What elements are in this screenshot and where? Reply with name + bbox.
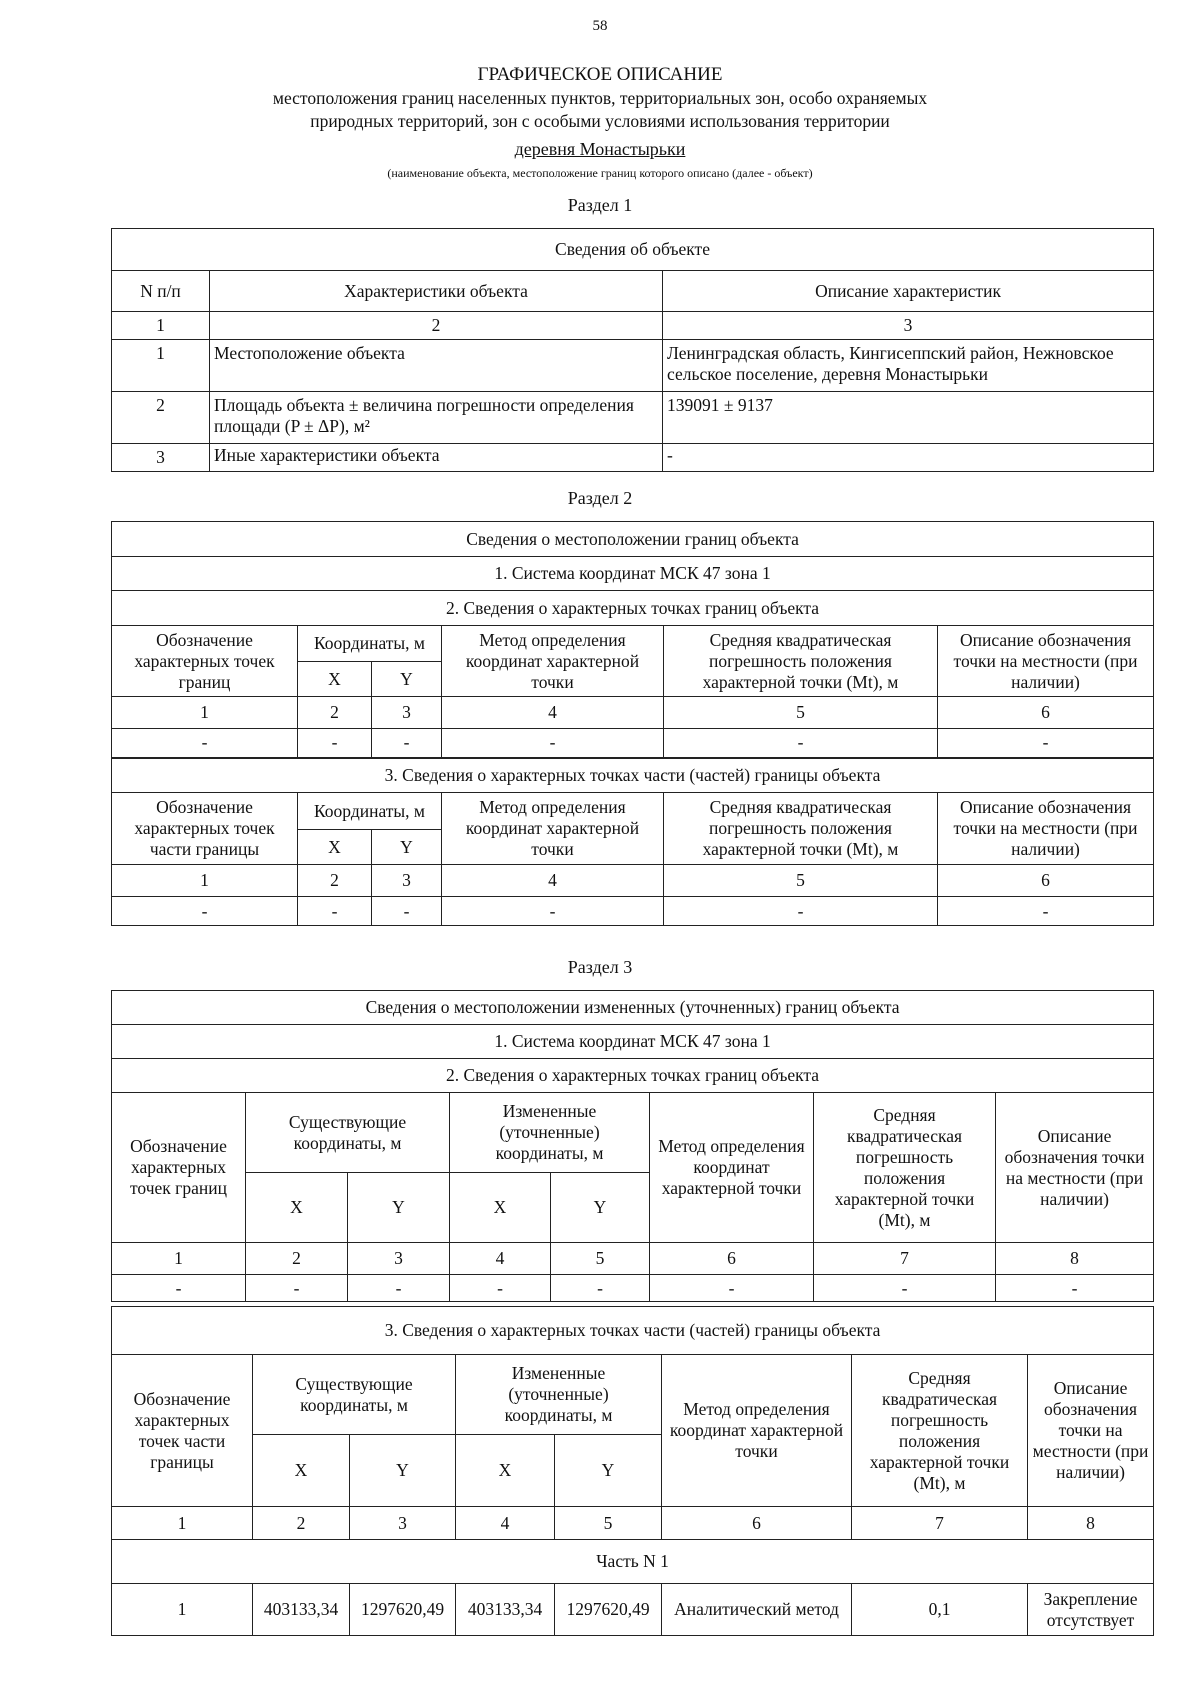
header-designation: Обозначение характерных точек границ	[112, 626, 298, 697]
col-header-n: N п/п	[112, 271, 210, 312]
table-row	[112, 392, 1154, 444]
header-method: Метод определения координат характерной точки	[650, 1093, 814, 1243]
cell-empty: -	[372, 729, 442, 758]
header-existing-coords: Существующие координаты, м	[253, 1355, 456, 1435]
table-row	[112, 897, 1154, 926]
col-number: 2	[246, 1243, 348, 1275]
header-x: X	[298, 830, 372, 865]
header-description: Описание обозначения точки на местности (при наличии)	[938, 793, 1154, 865]
subsection-title: 3. Сведения о характерных точках части (частей) границы объекта	[112, 758, 1154, 793]
table-row	[112, 1584, 1154, 1636]
cell-empty: -	[664, 897, 938, 926]
subsection-title: 2. Сведения о характерных точках границ объекта	[112, 591, 1154, 626]
row-number: 1	[112, 340, 210, 392]
cell-empty: -	[442, 729, 664, 758]
cell-empty: -	[112, 729, 298, 758]
part-label: Часть N 1	[112, 1540, 1154, 1584]
cell-empty: -	[112, 897, 298, 926]
cell-empty: -	[112, 1275, 246, 1302]
col-number: 6	[662, 1507, 852, 1540]
header-y: Y	[372, 662, 442, 697]
col-header-description: Описание характеристик	[663, 271, 1154, 312]
header-designation: Обозначение характерных точек границ	[112, 1093, 246, 1243]
header-method: Метод определения координат характерной точки	[442, 793, 664, 865]
table-row	[112, 444, 1154, 472]
table-row	[112, 1275, 1154, 1302]
header-description: Описание обозначения точки на местности (при наличии)	[1028, 1355, 1154, 1507]
col-number: 3	[663, 312, 1154, 340]
header-method: Метод определения координат характерной точки	[442, 626, 664, 697]
col-number: 6	[650, 1243, 814, 1275]
row-number: 3	[112, 444, 210, 472]
table-row	[112, 729, 1154, 758]
col-number: 2	[210, 312, 663, 340]
document-title: ГРАФИЧЕСКОЕ ОПИСАНИЕ	[477, 64, 723, 85]
cell-empty: -	[442, 897, 664, 926]
col-number: 1	[112, 1507, 253, 1540]
header-y: Y	[372, 830, 442, 865]
document-subtitle-line1: местоположения границ населенных пунктов, территориальных зон, особо охраняемых	[272, 88, 928, 108]
header-x: X	[450, 1173, 551, 1243]
section1-table-title: Сведения об объекте	[112, 229, 1154, 271]
row-characteristic: Местоположение объекта	[210, 340, 663, 392]
section2-table-title: Сведения о местоположении границ объекта	[112, 522, 1154, 557]
header-method: Метод определения координат характерной точки	[662, 1355, 852, 1507]
point-error: 0,1	[852, 1584, 1028, 1636]
col-number: 3	[372, 697, 442, 729]
cell-empty: -	[246, 1275, 348, 1302]
col-number: 8	[1028, 1507, 1154, 1540]
header-designation: Обозначение характерных точек части границы	[112, 1355, 253, 1507]
cell-empty: -	[650, 1275, 814, 1302]
header-description: Описание обозначения точки на местности (при наличии)	[938, 626, 1154, 697]
subsection-title: 2. Сведения о характерных точках границ объекта	[112, 1059, 1154, 1093]
point-designation: 1	[112, 1584, 253, 1636]
existing-x: 403133,34	[253, 1584, 350, 1636]
col-number: 3	[372, 865, 442, 897]
section2-table	[111, 521, 1154, 926]
col-number: 6	[938, 697, 1154, 729]
row-characteristic: Площадь объекта ± величина погрешности определения площади (P ± ΔP), м²	[210, 392, 663, 444]
header-designation: Обозначение характерных точек части границы	[112, 793, 298, 865]
col-number: 4	[456, 1507, 555, 1540]
col-number: 1	[112, 697, 298, 729]
header-y: Y	[348, 1173, 450, 1243]
header-coords: Координаты, м	[298, 793, 442, 830]
header-changed-coords: Измененные (уточненные) координаты, м	[456, 1355, 662, 1435]
object-name: деревня Монастырьки	[514, 139, 686, 159]
header-y: Y	[551, 1173, 650, 1243]
col-number: 2	[253, 1507, 350, 1540]
changed-x: 403133,34	[456, 1584, 555, 1636]
row-value: Ленинградская область, Кингисеппский район, Нежновское сельское поселение, деревня Монастырьки	[663, 340, 1154, 392]
changed-y: 1297620,49	[555, 1584, 662, 1636]
header-y: Y	[555, 1435, 662, 1507]
header-error: Средняя квадратическая погрешность положения характерной точки (Mt), м	[664, 626, 938, 697]
coordinate-system: 1. Система координат МСК 47 зона 1	[112, 1025, 1154, 1059]
header-x: X	[253, 1435, 350, 1507]
cell-empty: -	[450, 1275, 551, 1302]
col-number: 5	[555, 1507, 662, 1540]
cell-empty: -	[298, 729, 372, 758]
col-number: 7	[852, 1507, 1028, 1540]
row-value: -	[663, 444, 1154, 472]
cell-empty: -	[938, 729, 1154, 758]
section3-table	[111, 990, 1154, 1302]
cell-empty: -	[551, 1275, 650, 1302]
cell-empty: -	[348, 1275, 450, 1302]
header-existing-coords: Существующие координаты, м	[246, 1093, 450, 1173]
col-number: 8	[996, 1243, 1154, 1275]
section1-label: Раздел 1	[567, 195, 633, 215]
document-subtitle-line2: природных территорий, зон с особыми условиями использования территории	[310, 111, 890, 131]
section2-label: Раздел 2	[567, 488, 633, 508]
row-value: 139091 ± 9137	[663, 392, 1154, 444]
col-number: 5	[664, 865, 938, 897]
header-error: Средняя квадратическая погрешность положения характерной точки (Mt), м	[852, 1355, 1028, 1507]
section3-parts-table	[111, 1306, 1154, 1636]
header-x: X	[456, 1435, 555, 1507]
cell-empty: -	[298, 897, 372, 926]
section1-table	[111, 228, 1154, 472]
existing-y: 1297620,49	[350, 1584, 456, 1636]
cell-empty: -	[996, 1275, 1154, 1302]
col-number: 1	[112, 865, 298, 897]
col-number: 5	[664, 697, 938, 729]
col-number: 4	[442, 697, 664, 729]
coordinate-system: 1. Система координат МСК 47 зона 1	[112, 557, 1154, 591]
header-error: Средняя квадратическая погрешность положения характерной точки (Mt), м	[814, 1093, 996, 1243]
cell-empty: -	[372, 897, 442, 926]
row-characteristic: Иные характеристики объекта	[210, 444, 663, 472]
col-number: 4	[450, 1243, 551, 1275]
section3-label: Раздел 3	[567, 957, 633, 977]
row-number: 2	[112, 392, 210, 444]
cell-empty: -	[664, 729, 938, 758]
col-number: 1	[112, 1243, 246, 1275]
header-description: Описание обозначения точки на местности (при наличии)	[996, 1093, 1154, 1243]
col-number: 7	[814, 1243, 996, 1275]
header-error: Средняя квадратическая погрешность положения характерной точки (Mt), м	[664, 793, 938, 865]
subsection-title: 3. Сведения о характерных точках части (частей) границы объекта	[112, 1307, 1154, 1355]
col-header-characteristics: Характеристики объекта	[210, 271, 663, 312]
col-number: 1	[112, 312, 210, 340]
cell-empty: -	[938, 897, 1154, 926]
object-name-note: (наименование объекта, местоположение границ которого описано (далее - объект)	[387, 166, 813, 180]
section3-table-title: Сведения о местоположении измененных (уточненных) границ объекта	[112, 991, 1154, 1025]
col-number: 2	[298, 697, 372, 729]
page-number: 58	[592, 18, 608, 34]
col-number: 3	[348, 1243, 450, 1275]
header-coords: Координаты, м	[298, 626, 442, 662]
header-x: X	[246, 1173, 348, 1243]
col-number: 6	[938, 865, 1154, 897]
col-number: 3	[350, 1507, 456, 1540]
col-number: 2	[298, 865, 372, 897]
header-y: Y	[350, 1435, 456, 1507]
col-number: 4	[442, 865, 664, 897]
point-description: Закрепление отсутствует	[1028, 1584, 1154, 1636]
table-row	[112, 340, 1154, 392]
header-x: X	[298, 662, 372, 697]
point-method: Аналитический метод	[662, 1584, 852, 1636]
header-changed-coords: Измененные (уточненные) координаты, м	[450, 1093, 650, 1173]
cell-empty: -	[814, 1275, 996, 1302]
col-number: 5	[551, 1243, 650, 1275]
